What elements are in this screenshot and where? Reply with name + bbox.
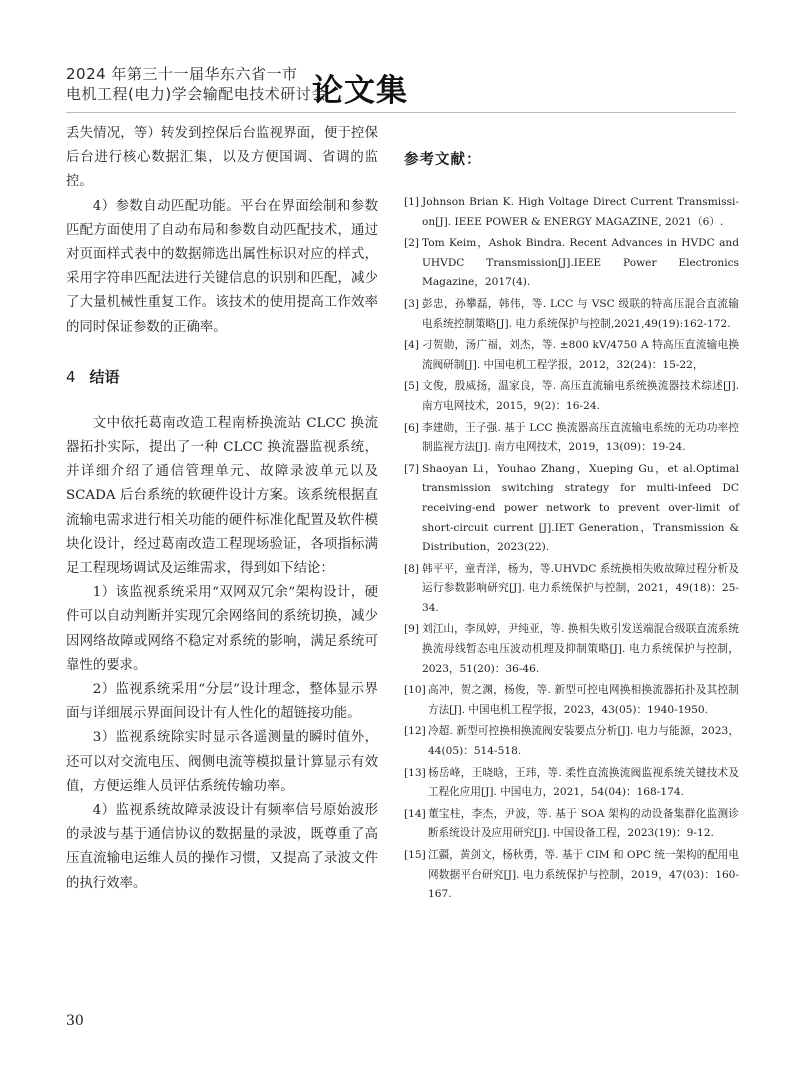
reference-text: 刁贺勋，汤广福，刘杰，等. ±800 kV/4750 A 特高压直流输电换流阀研制[J]. 中国电机工程学报，2012，32(24)：15-22，: [422, 339, 739, 371]
reference-text: 李建勋，王子强. 基于 LCC 换流器高压直流输电系统的无功功率控制监视方法[J]. 南方电网技术，2019，13(09)：19-24.: [422, 421, 739, 454]
paragraph: 3）监视系统除实时显示各遥测量的瞬时值外，还可以对交流电压、阀侧电流等模拟量计算显示有效值，方便运维人员评估系统传输功率。: [66, 730, 378, 794]
reference-item: [404, 377, 739, 416]
conference-title-line1: 2024 年第三十一届华东六省一市: [66, 65, 298, 83]
reference-number: [7]: [404, 462, 420, 475]
reference-item: [404, 295, 739, 334]
reference-number: [1]: [404, 196, 420, 208]
reference-number: [6]: [404, 421, 420, 434]
section-title: 结语: [89, 367, 120, 386]
reference-item: [404, 681, 739, 720]
conference-title-line2: 电机工程(电力)学会输配电技术研讨会: [66, 85, 327, 103]
section-number: 4: [66, 367, 76, 386]
reference-item: [404, 193, 739, 232]
reference-text: 杨岳峰，王晓晗，王玮，等. 柔性直流换流阀监视系统关键技术及工程化应用[J]. 中国电力，2021，54(04)：168-174.: [428, 766, 739, 799]
paragraph: 4）监视系统故障录波设计有频率信号原始波形的录波与基于通信协议的数据量的录波，既尊重了高压直流输电运维人员的操作习惯，又提高了录波文件的执行效率。: [66, 803, 378, 891]
right-column: [404, 122, 739, 907]
reference-text: Tom Keim，Ashok Bindra. Recent Advances in HVDC and UHVDC Transmission[J].IEEE Power Electronics Magazine，2017(4).: [422, 237, 739, 289]
proceedings-title: 论文集: [312, 73, 408, 109]
paragraph: 4）参数自动匹配功能。平台在界面绘制和参数匹配方面使用了自动布局和参数自动匹配技术，通过对页面样式表中的数据筛选出属性标识对应的样式，采用字符串匹配法进行关键信息的识别和匹配，减少了大量机械性重复工作。该技术的使用提高工作效率的同时保证参数的正确率。: [66, 198, 378, 335]
reference-number: [4]: [404, 339, 420, 352]
reference-number: [10]: [404, 684, 426, 697]
reference-item: [404, 620, 739, 679]
reference-number: [5]: [404, 380, 420, 393]
paragraph: 1）该监视系统采用“双网双冗余”架构设计，硬件可以自动判断并实现冗余网络间的系统切换，减少因网络故障或网络不稳定对系统的影响，满足系统可靠性的要求。: [66, 585, 378, 673]
reference-text: 高冲，贺之渊，杨俊，等. 新型可控电网换相换流器拓扑及其控制方法[J]. 中国电机工程学报，2023，43(05)：1940-1950.: [428, 684, 739, 716]
reference-text: Shaoyan Li，Youhao Zhang，Xueping Gu，et al.Optimal transmission switching strategy for multi-infeed DC receiving-end power network to prevent over-limit of short-circuit current [J].IET Generation，Transmission & Distribution，2023(22).: [422, 462, 739, 554]
left-column: [66, 122, 378, 896]
reference-number: [12]: [404, 725, 426, 738]
reference-text: 文俊，殷威扬，温家良，等. 高压直流输电系统换流器技术综述[J]. 南方电网技术，2015，9(2)：16-24.: [422, 380, 739, 412]
reference-text: 江疆，黄剑文，杨秋勇，等. 基于 CIM 和 OPC 统一架构的配用电网数据平台研究[J]. 电力系统保护与控制，2019，47(03)：160-167.: [428, 849, 739, 901]
reference-text: 刘江山，李凤婷，尹纯亚，等. 换相失败引发送端混合级联直流系统换流母线暂态电压波动机理及抑制策略[J]. 电力系统保护与控制，2023，51(20)：36-46.: [422, 623, 739, 675]
section-heading: [66, 366, 378, 386]
page-header: [66, 63, 746, 109]
reference-item: [404, 560, 739, 619]
header-rule: [66, 112, 736, 113]
reference-item: [404, 722, 739, 761]
reference-number: [14]: [404, 807, 426, 820]
reference-text: 冷超. 新型可控换相换流阀安装要点分析[J]. 电力与能源，2023，44(05)：514-518.: [428, 725, 739, 758]
reference-item: [404, 460, 739, 558]
reference-text: 韩平平，童青洋，杨为，等.UHVDC 系统换相失败故障过程分析及运行参数影响研究[J]. 电力系统保护与控制，2021，49(18)：25-34.: [422, 562, 739, 614]
reference-number: [13]: [404, 766, 426, 779]
paragraph: 丢失情况，等）转发到控保后台监视界面，便于控保后台进行核心数据汇集，以及方便国调、省调的监控。: [66, 126, 378, 190]
reference-text: Johnson Brian K. High Voltage Direct Current Transmissi-on[J]. IEEE POWER & ENERGY MAGAZINE, 2021（6）.: [422, 196, 739, 228]
reference-text: 彭忠，孙攀磊，韩伟，等. LCC 与 VSC 级联的特高压混合直流输电系统控制策略[J]. 电力系统保护与控制,2021,49(19):162-172.: [422, 297, 739, 330]
reference-item: [404, 234, 739, 293]
reference-number: [3]: [404, 297, 420, 310]
reference-item: [404, 846, 739, 905]
paragraph: 文中依托葛南改造工程南桥换流站 CLCC 换流器拓扑实际，提出了一种 CLCC 换流器监视系统，并详细介绍了通信管理单元、故障录波单元以及 SCADA 后台系统的软硬件设计方案。该系统根据直流输电需求进行相关功能的硬件标准化配置及软件模块化设计，经过葛南改造工程现场验证，各项指标满足工程现场调试及运维需求，得到如下结论：: [66, 415, 378, 577]
reference-text: 董宝柱，李杰，尹波，等. 基于 SOA 架构的动设备集群化监测诊断系统设计及应用研究[J]. 中国设备工程，2023(19)：9-12.: [428, 807, 739, 840]
reference-item: [404, 764, 739, 803]
reference-item: [404, 805, 739, 844]
reference-list: [404, 193, 739, 905]
reference-number: [8]: [404, 562, 420, 575]
page-number: 30: [66, 1013, 84, 1029]
paragraph: 2）监视系统采用“分层”设计理念，整体显示界面与详细展示界面间设计有人性化的超链接功能。: [66, 682, 378, 722]
reference-item: [404, 336, 739, 375]
reference-item: [404, 419, 739, 458]
reference-number: [9]: [404, 623, 420, 636]
reference-number: [15]: [404, 849, 426, 861]
references-heading: 参考文献：: [404, 152, 482, 168]
reference-number: [2]: [404, 237, 420, 250]
